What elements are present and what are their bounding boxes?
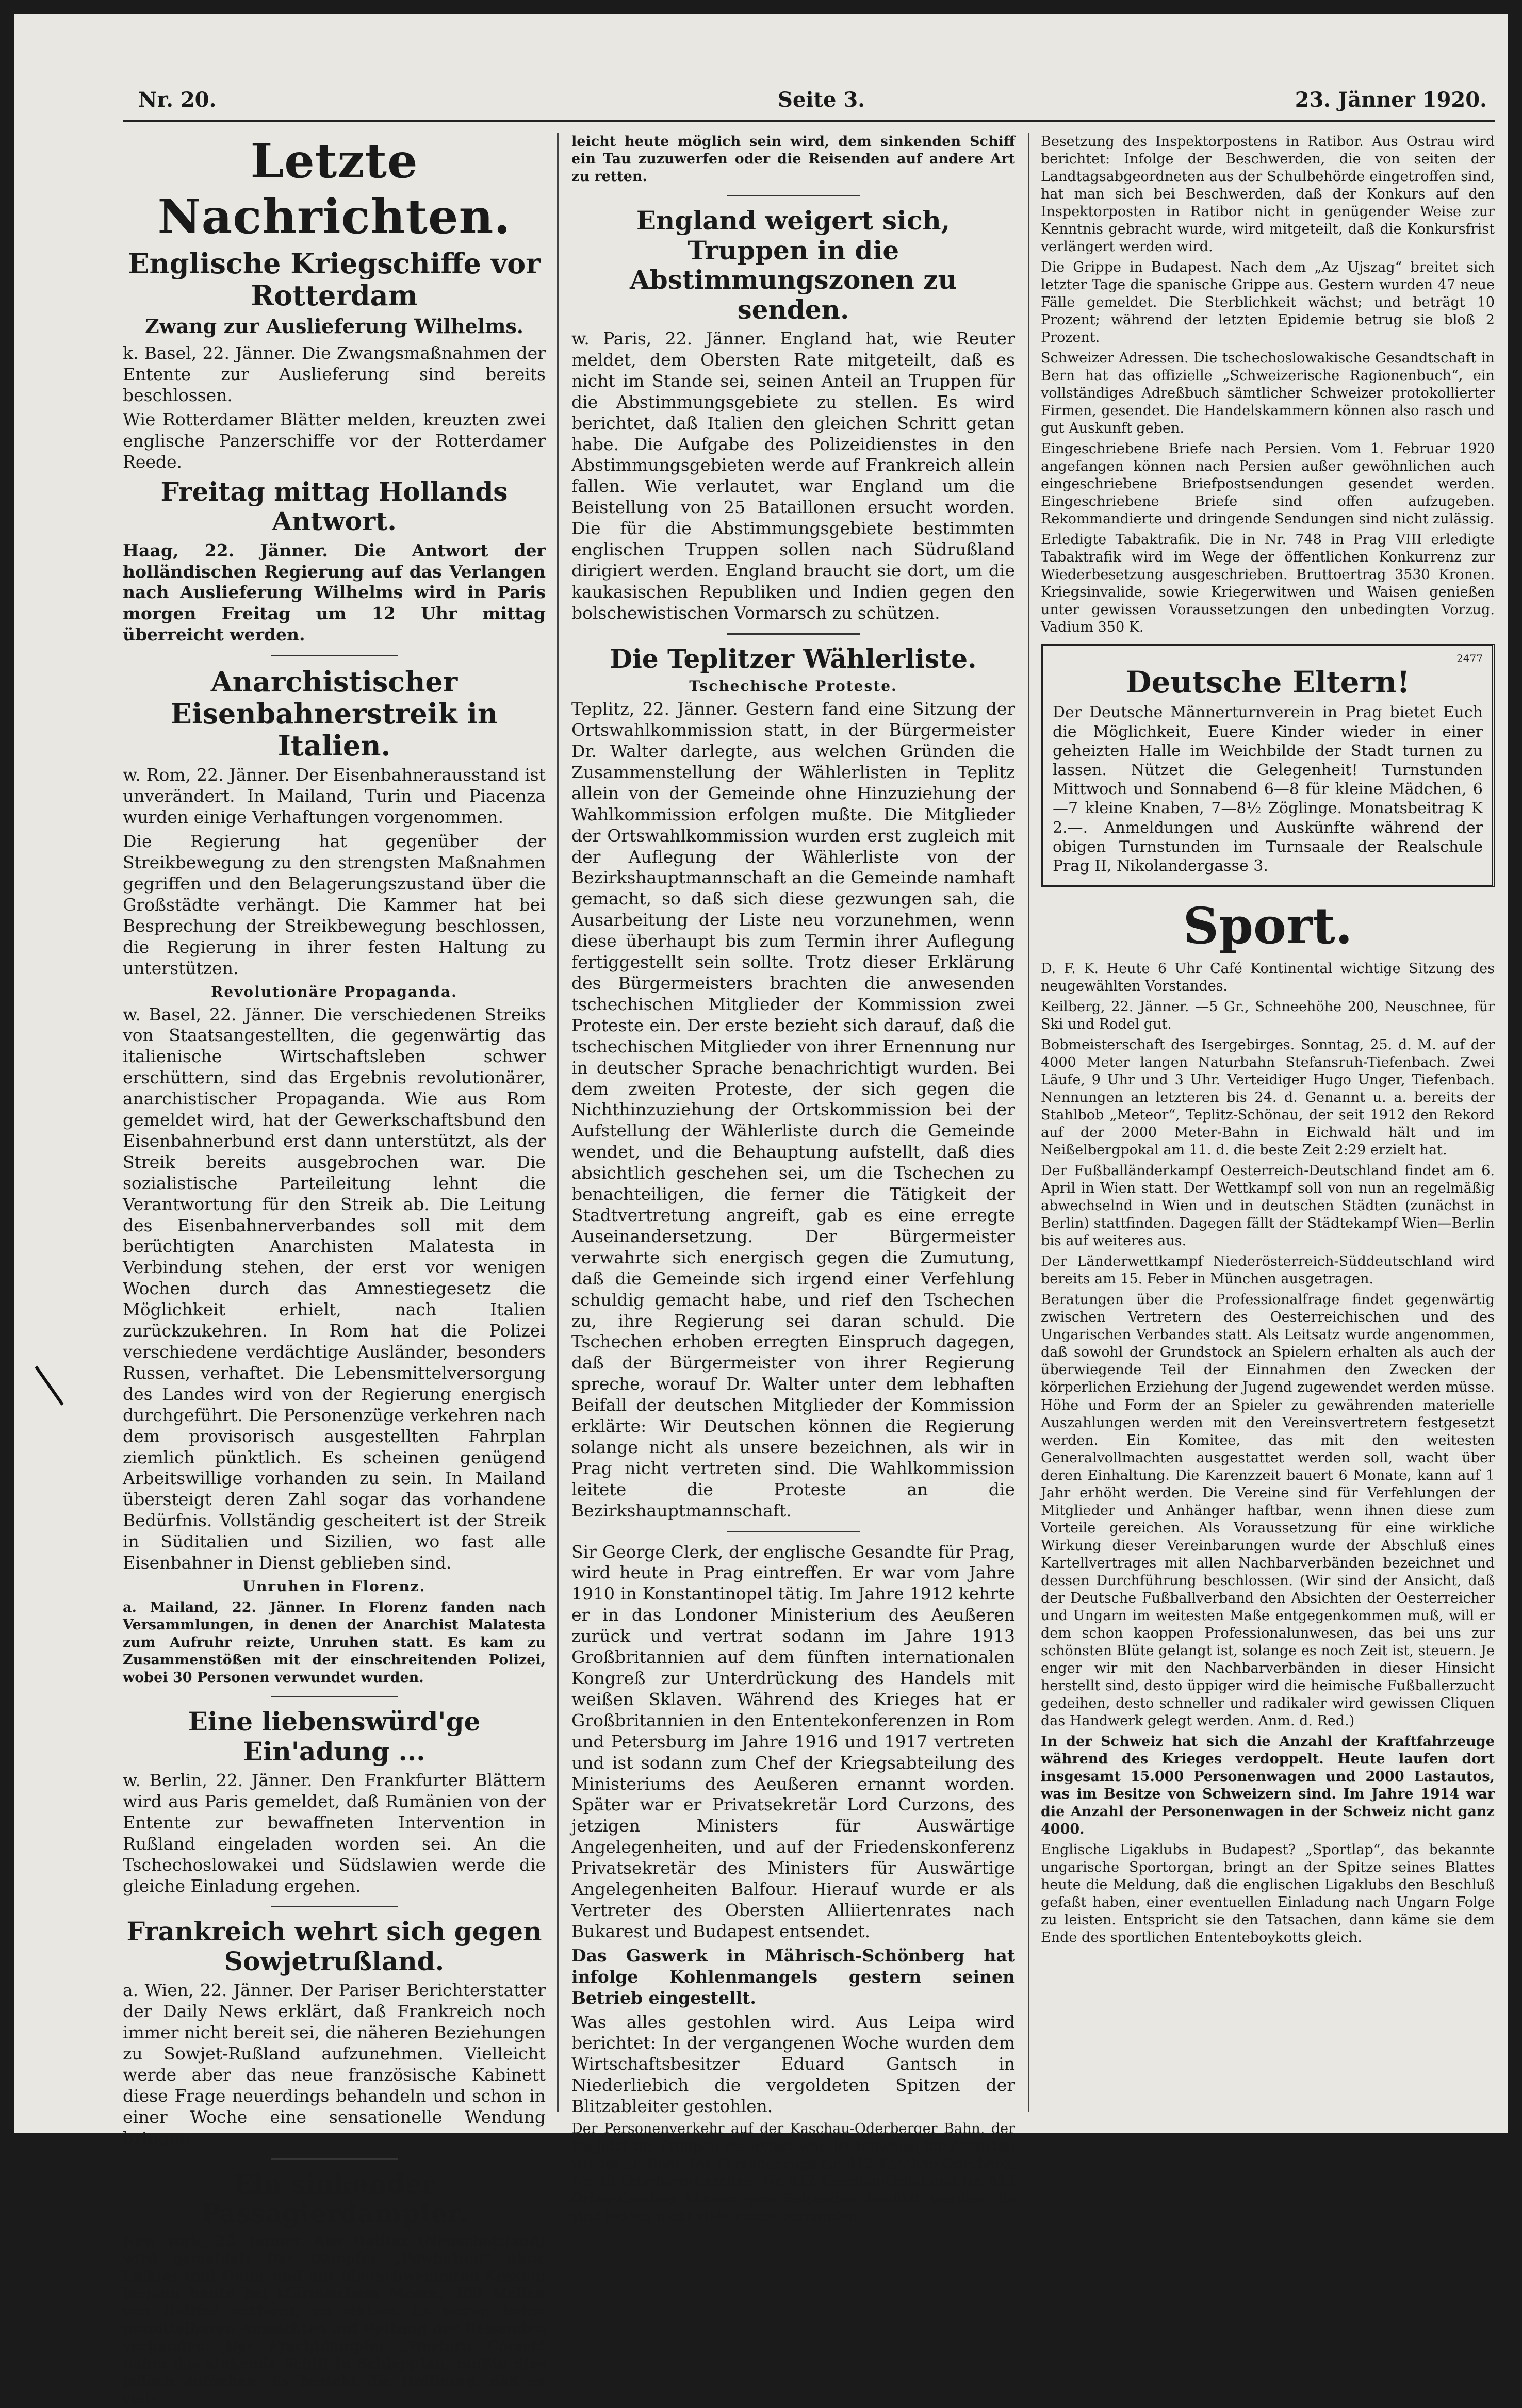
article-paragraph: Sir George Clerk, der englische Gesandte für Prag, wird heute in Prag eintreffen. Er war vom Jahre 1910 in Konstantinopel tätig. Im Jahre 1912 kehrte er in das Londoner Ministerium des Aeußeren zurück und vertrat sodann im Jahre 1913 Großbritannien auf dem fünften internationalen Kongreß zur Unterdrückung des Handels mit weißen Sklaven. Während des Krieges hat er Großbritannien in den Ententekonferenzen in Rom und Petersburg im Jahre 1916 und 1917 vertreten und ist sodann zum Chef der Kriegsabteilung des Ministeriums des Aeußeren ernannt worden. Später war er Privatsekretär Lord Curzons, des jetzigen Ministers für Auswärtige Angelegenheiten, und auf der Friedenskonferenz Privatsekretär des Ministers für Auswärtige Angelegenheiten Balfour. Hierauf wurde er als Vertreter des Obersten Alliiertenrates nach Bukarest und Budapest entsendet. <box>571 1541 1015 1941</box>
headline-holland: Freitag mittag Hollands Antwort. <box>160 476 508 537</box>
article-paragraph: Das Gaswerk in Mährisch-Schönberg hat infolge Kohlenmangels gestern seinen Betrieb eingestellt. <box>571 1945 1015 2008</box>
headline-france-soviet: Frankreich wehrt sich gegen Sowjetrußland. <box>126 1916 542 1976</box>
headline-italy-strike: Anarchistischer Eisenbahnerstreik in Italien. <box>170 665 498 763</box>
column-1 <box>123 133 546 2407</box>
article-paragraph: a. Mailand, 22. Jänner. In Florenz fanden nach Versammlungen, in denen der Anarchist Malatesta zum Aufruhr reizte, Unruhen statt. Es kam zu Zusammenstößen mit der einschreitenden Polizei, wobei 30 Personen verwundet wurden. <box>123 1599 546 1686</box>
sport-item: Englische Ligaklubs in Budapest? „Sportlap“, das bekannte ungarische Sportorgan, bringt an der Spitze seines Blattes heute die Meldung, daß die englischen Ligaklubs den Beschluß gefaßt haben, einer eventuellen Einladung nach Ungarn Folge zu leisten. Entspricht sie den Tatsachen, dann käme sie dem Ende des sportlichen Ententeboykotts gleich. <box>1041 1841 1495 1945</box>
section-title-latest-news: Letzte Nachrichten. <box>157 133 511 244</box>
sport-item: Bobmeisterschaft des Isergebirges. Sonntag, 25. d. M. auf der 4000 Meter langen Naturbahn Stefansruh-Tiefenbach. Zwei Läufe, 9 Uhr und 3 Uhr. Verteidiger Hugo Unger, Tiefenbach. Nennungen an letzteren bis 24. d. Genannt u. a. bereits der Stahlbob „Meteor“, Teplitz-Schönau, der seit 1912 den Rekord auf der 2000 Meter-Bahn in Eichwald hält und im Neißelbergpokal am 11. d. die beste Zeit 2:29 erzielt hat. <box>1041 1037 1495 1159</box>
subsection-title: Revolutionäre Propaganda. <box>211 983 457 1000</box>
news-item: Erledigte Tabaktrafik. Die in Nr. 748 in Prag VIII erledigte Tabaktrafik wird im Wege der öffentlichen Konkurrenz zur Wiederbesetzung ausgeschrieben. Bruttoertrag 3530 Kronen. Kriegsinvalide, sowie Kriegerwitwen und Waisen genießen unter gewissen Voraussetzungen den unbedingten Vorzug. Vadium 350 K. <box>1041 532 1495 636</box>
article-paragraph: Wie Rotterdamer Blätter melden, kreuzten zwei englische Panzerschiffe vor der Rotterdamer Reede. <box>123 409 546 472</box>
sport-item: D. F. K. Heute 6 Uhr Café Kontinental wichtige Sitzung des neugewählten Vorstandes. <box>1041 961 1495 995</box>
margin-mark <box>35 1351 85 1406</box>
article-paragraph: w. Rom, 22. Jänner. Der Eisenbahnerausstand ist unverändert. In Mailand, Turin und Piacenza wurden einige Verhaftungen vorgenommen. <box>123 765 546 828</box>
header-rule <box>123 120 1495 122</box>
article-separator <box>727 1531 860 1532</box>
column-divider-2 <box>1028 133 1029 2112</box>
news-item: Die Grippe in Budapest. Nach dem „Az Ujszag“ breitet sich letzter Tage die spanische Grippe aus. Gestern wurden 47 neue Fälle gemeldet. Die Sterblichkeit wächst; und beträgt 10 Prozent; während der letzten Epidemie betrug sie bloß 2 Prozent. <box>1041 259 1495 346</box>
article-paragraph: Der Personenverkehr auf der Kaschau-Oderberger Bahn, der bis jetzt für Truppen reserviert war, ist teilweise für Zivilisten wieder eröffnet. Die Personenzüge Nr. 412 Kaschau-Oderberg, Nr. 13 Oderberg-Kaschau, Nr. 412 Kaschau-Orlau und Nr. 413 Orlau-Kaschau können von Reisenden benützt werden. Es sind jedoch nicht viele Plätze vorhanden. <box>571 2121 1015 2225</box>
article-paragraph: k. Basel, 22. Jänner. Die Zwangsmaßnahmen der Entente zur Auslieferung sind bereits beschlossen. <box>123 343 546 405</box>
column-3 <box>1041 133 1495 2112</box>
sport-item: In der Schweiz hat sich die Anzahl der Kraftfahrzeuge während des Krieges verdoppelt. Heute laufen dort insgesamt 15.000 Personenwagen und 2000 Lastautos, was im Besitze von Schweizern sind. Im Jahre 1914 war die Anzahl der Personenwagen in der Schweiz nicht ganz 4000. <box>1041 1733 1495 1837</box>
newspaper-page <box>14 14 1508 2407</box>
article-paragraph: Teplitz, 22. Jänner. Gestern fand eine Sitzung der Ortswahlkommission statt, in der Bürgermeister Dr. Walter darlegte, aus welchen Gründen die Zusammenstellung der Wählerlisten in Teplitz allein von der Gemeinde ohne Hinzuziehung der Wahlkommission erfolgen mußte. Die Mitglieder der Ortswahlkommission wurden erst zugleich mit der Auflegung der Wählerliste von der Bezirkshauptmannschaft an die Gemeinde namhaft gemacht, so daß sich diese gezwungen sah, die Ausarbeitung der Liste neu vorzunehmen, wenn diese überhaupt bis zum Termin ihrer Auflegung fertiggestellt sein sollte. Trotz dieser Erklärung des Bürgermeisters brachten die anwesenden tschechischen Mitglieder der Kommission zwei Proteste ein. Der erste bezieht sich darauf, daß die tschechischen Mitglieder von ihrer Ernennung nur in deutscher Sprache benachrichtigt wurden. Bei dem zweiten Proteste, der sich gegen die Nichthinzuziehung der Ortskommission bei der Aufstellung der Wählerliste durch die Gemeinde wendet, und die Behauptung aufstellt, daß dies absichtlich geschehen sei, um die Tschechen zu benachteiligen, die ferner die Tätigkeit der Stadtvertretung angreift, gab es eine erregte Auseinandersetzung. Der Bürgermeister verwahrte sich energisch gegen die Zumutung, daß die Gemeinde sich irgend einer Verfehlung schuldig gemacht habe, und rief den Tschechen zu, ihre Regierung sei daran schuld. Die Tschechen erhoben erregten Einspruch dagegen, daß der Bürgermeister von ihrer Regierung spreche, worauf Dr. Walter unter dem lebhaften Beifall der deutschen Mitglieder der Kommission erklärte: Wir Deutschen können die Regierung solange nicht als unsere bezeichnen, als wir in Prag nicht vertreten sind. Die Wahlkommission leitete die Proteste an die Bezirkshauptmannschaft. <box>571 699 1015 1521</box>
ad-title: Deutsche Eltern! <box>1125 665 1410 700</box>
article-separator <box>271 1696 398 1697</box>
subsection-title: Tschechische Proteste. <box>689 678 897 695</box>
sport-item: Der Länderwettkampf Niederösterreich-Süddeutschland wird bereits am 15. Feber in München ausgetragen. <box>1041 1254 1495 1288</box>
article-paragraph: w. Basel, 22. Jänner. Die verschiedenen Streiks von Staatsangestellten, die gegenwärtig das italienische Wirtschaftsleben schwer erschüttern, sind das Ergebnis revolutionärer, anarchistischer Propaganda. Wie aus Rom gemeldet wird, hat der Gewerkschaftsbund den Eisenbahnerbund erst dann unterstützt, als der Streik bereits ausgebrochen war. Die sozialistische Parteileitung lehnt die Verantwortung für den Streik ab. Die Leitung des Eisenbahnerverbandes soll mit dem berüchtigten Anarchisten Malatesta in Verbindung stehen, der erst vor wenigen Wochen durch das Amnestiegesetz die Möglichkeit erhielt, nach Italien zurückzukehren. In Rom hat die Polizei verschiedene verdächtige Ausländer, besonders Russen, verhaftet. Die Lebensmittelversorgung des Landes wird von der Regierung energisch durchgeführt. Die Personenzüge verkehren nach dem provisorisch ausgestellten Fahrplan ziemlich pünktlich. Es scheinen genügend Arbeitswillige vorhanden zu sein. In Mailand übersteigt deren Zahl sogar das vorhandene Bedürfnis. Vollständig gescheitert ist der Streik in Süditalien und Sizilien, wo fast alle Eisenbahner in Dienst geblieben sind. <box>123 1004 546 1573</box>
article-separator <box>727 633 860 635</box>
ad-number: 2477 <box>1456 652 1483 665</box>
article-separator <box>271 2158 398 2160</box>
article-paragraph: leicht heute möglich sein wird, dem sinkenden Schiff ein Tau zuzuwerfen oder die Reisenden auf andere Art zu retten. <box>571 134 1015 185</box>
page-number: Seite 3. <box>778 88 865 112</box>
sport-item: Keilberg, 22. Jänner. —5 Gr., Schneehöhe 200, Neuschnee, für Ski und Rodel gut. <box>1041 999 1495 1033</box>
article-separator <box>271 1906 398 1907</box>
news-item: Besetzung des Inspektorpostens in Ratibor. Aus Ostrau wird berichtet: Infolge der Beschwerden, die von seiten der Landtagsabgeordneten aus der Schulbehörde eingetroffen sind, hat man sich bei Beschwerden, daß der Konkurs auf den Inspektorposten in Ratibor nicht in genügender Weise zur Kenntnis gebracht wurde, wird mitgeteilt, daß die Konkursfrist verlängert werden wird. <box>1041 134 1495 255</box>
headline-england-troops: England weigert sich, Truppen in die Abstimmungszonen zu senden. <box>629 205 957 325</box>
article-paragraph: New York, 22. Jänner. Aus Halifax (Neuschottland) wird gemeldet: Der Dampfer „Powhatten“ ohne Lichter und Feuer und mit überschwemmten Kesseln begann heute bei stürmischem Meere, 300 Meilen von Halifax entfernt, zu sinken. Es waren keine unmittelbaren Aussichten auf Rettung der Reisenden vorhanden. Der Frachtdampfer „Western Comet“ nahm das sinkende Schiff in Schlepptau, mußte dies jedoch aufgeben. Es besteht die Hoffnung, daß es viel- <box>123 2233 546 2407</box>
news-item: Eingeschriebene Briefe nach Persien. Vom 1. Februar 1920 angefangen können nach Persien außer gewöhnlichen auch eingeschriebene Briefpostsendungen gesendet werden. Eingeschriebene Briefe sind offen aufzugeben. Rekommandierte und dringende Sendungen sind nicht zulässig. <box>1041 441 1495 527</box>
headline-teplitz: Die Teplitzer Wählerliste. <box>610 643 977 674</box>
advertisement-box <box>1041 644 1495 887</box>
headline-invitation: Eine liebenswürd'ge Ein'adung ... <box>188 1706 481 1767</box>
article-paragraph: w. Paris, 22. Jänner. England hat, wie Reuter meldet, dem Obersten Rate mitgeteilt, daß es nicht im Stande sei, seinen Anteil an Truppen für die Abstimmungsgebiete zu stellen. Es wird berichtet, daß Italien den gleichen Schritt getan habe. Die Aufgabe des Polizeidienstes in den Abstimmungsgebieten werde auf Frankreich allein fallen. Wie verlautet, war England um die Beistellung von 25 Bataillonen ersucht worden. Die für die Abstimmungsgebiete bestimmten englischen Truppen sollen nach Südrußland dirigiert werden. England braucht sie dort, um die kaukasischen Republiken und Indien gegen den bolschewistischen Vormarsch zu schützen. <box>571 328 1015 623</box>
subsection-title: Unruhen in Florenz. <box>242 1577 426 1595</box>
article-paragraph: Was alles gestohlen wird. Aus Leipa wird berichtet: In der vergangenen Woche wurden dem Wirtschaftsbesitzer Eduard Gantsch in Niederliebich die vergoldeten Spitzen der Blitzableiter gestohlen. <box>571 2011 1015 2117</box>
issue-date: 23. Jänner 1920. <box>1295 88 1487 112</box>
subhead-rotterdam: Zwang zur Auslieferung Wilhelms. <box>144 315 524 338</box>
column-2 <box>571 133 1015 2225</box>
article-paragraph: a. Wien, 22. Jänner. Der Pariser Berichterstatter der Daily News erklärt, daß Frankreich noch immer nicht bereit sei, die näheren Beziehungen zu Sowjet-Rußland aufzunehmen. Vielleicht werde aber das neue französische Kabinett diese Frage neuerdings behandeln und schon in einer Woche eine sensationelle Wendung bringen. <box>123 1980 546 2148</box>
headline-rotterdam: Englische Kriegschiffe vor Rotterdam <box>128 247 541 312</box>
headline-steamer: Ein sinkender Passagierdampfer. <box>201 2168 468 2229</box>
news-item: Schweizer Adressen. Die tschechoslowakische Gesandtschaft in Bern hat das offizielle „Schweizerische Ragionenbuch“, ein vollständiges Adreßbuch sämtlicher Schweizer protokollierter Firmen, gesendet. Die Handelskammern können also rasch und gut Auskunft geben. <box>1041 350 1495 437</box>
ad-text: Der Deutsche Männerturnverein in Prag bietet Euch die Möglichkeit, Euere Kinder wieder in einer geheizten Halle im Weichbilde der Stadt turnen zu lassen. Nützet die Gelegenheit! Turnstunden Mittwoch und Sonnabend 6—8 für kleine Mädchen, 6—7 kleine Knaben, 7—8½ Zöglinge. Monatsbeitrag K 2.—. Anmeldungen und Auskünfte während der obigen Turnstunden im Turnsaale der Realschule Prag II, Nikolandergasse 3. <box>1053 703 1483 875</box>
article-paragraph: w. Berlin, 22. Jänner. Den Frankfurter Blättern wird aus Paris gemeldet, daß Rumänien von der Entente zur bewaffneten Intervention in Rußland eingeladen worden sei. An die Tschechoslowakei und Südslawien werde die gleiche Einladung ergehen. <box>123 1770 546 1896</box>
sport-item: Beratungen über die Professionalfrage findet gegenwärtig zwischen Vertretern des Oesterreichischen und des Ungarischen Verbandes statt. Als Leitsatz wurde angenommen, daß sowohl der Grundstock an Spielern erhalten als auch der überwiegende Teil der Einnahmen den Zwecken der körperlichen Erziehung der Jugend zugewendet werden müsse. Höhe und Form der an Spieler zu gewährenden materielle Auszahlungen werden mit den Vereinsvertretern festgesetzt werden. Ein Komitee, das mit den weitesten Generalvollmachten ausgestattet werden soll, wacht über deren Einhaltung. Die Karenzzeit bauert 6 Monate, kann auf 1 Jahr erhöht werden. Die Vereine sind für Verfehlungen der Mitglieder und Anhänger haftbar, wenn ihnen diese zum Vorteile gereichen. Als Voraussetzung für eine wirkliche Wirkung dieser Vereinbarungen wurde der Abschluß eines Kartellvertrages mit allen Nachbarverbänden bezeichnet und dessen Durchführung beschlossen. (Wir sind der Ansicht, daß der Deutsche Fußballverband den Absichten der Oesterreicher und Ungarn im weitesten Maße entgegenkommen muß, will er dem schon kaoppen Professionalunwesen, das bei uns zur schönsten Blüte gelangt ist, solange es noch Zeit ist, steuern. Je enger wir mit den Nachbarverbänden in dieser Hinsicht herstellt sind, desto üppiger wird die heimische Fußballerzucht gedeihen, desto schneller und radikaler wird gewissen Cliquen das Handwerk gelegt werden. Anm. d. Red.) <box>1041 1292 1495 1729</box>
issue-number: Nr. 20. <box>138 88 217 112</box>
article-paragraph: Die Regierung hat gegenüber der Streikbewegung zu den strengsten Maßnahmen gegriffen und den Belagerungszustand über die Großstädte verhängt. Die Kammer hat bei Besprechung der Streikbewegung beschlossen, die Regierung in ihrer festen Haltung zu unterstützen. <box>123 831 546 978</box>
sport-item: Der Fußballänderkampf Oesterreich-Deutschland findet am 6. April in Wien statt. Der Wettkampf soll von nun an regelmäßig abwechselnd in Wien und in deutschen Städten (zunächst in Berlin) stattfinden. Dagegen fällt der Städtekampf Wien—Berlin bis auf weiteres aus. <box>1041 1163 1495 1249</box>
article-separator <box>727 195 860 196</box>
article-paragraph: Haag, 22. Jänner. Die Antwort der holländischen Regierung auf das Verlangen nach Auslieferung Wilhelms wird in Paris morgen Freitag um 12 Uhr mittag überreicht werden. <box>123 540 546 645</box>
article-separator <box>271 655 398 656</box>
sport-section-title: Sport. <box>1183 897 1353 955</box>
column-divider-1 <box>557 133 559 2112</box>
